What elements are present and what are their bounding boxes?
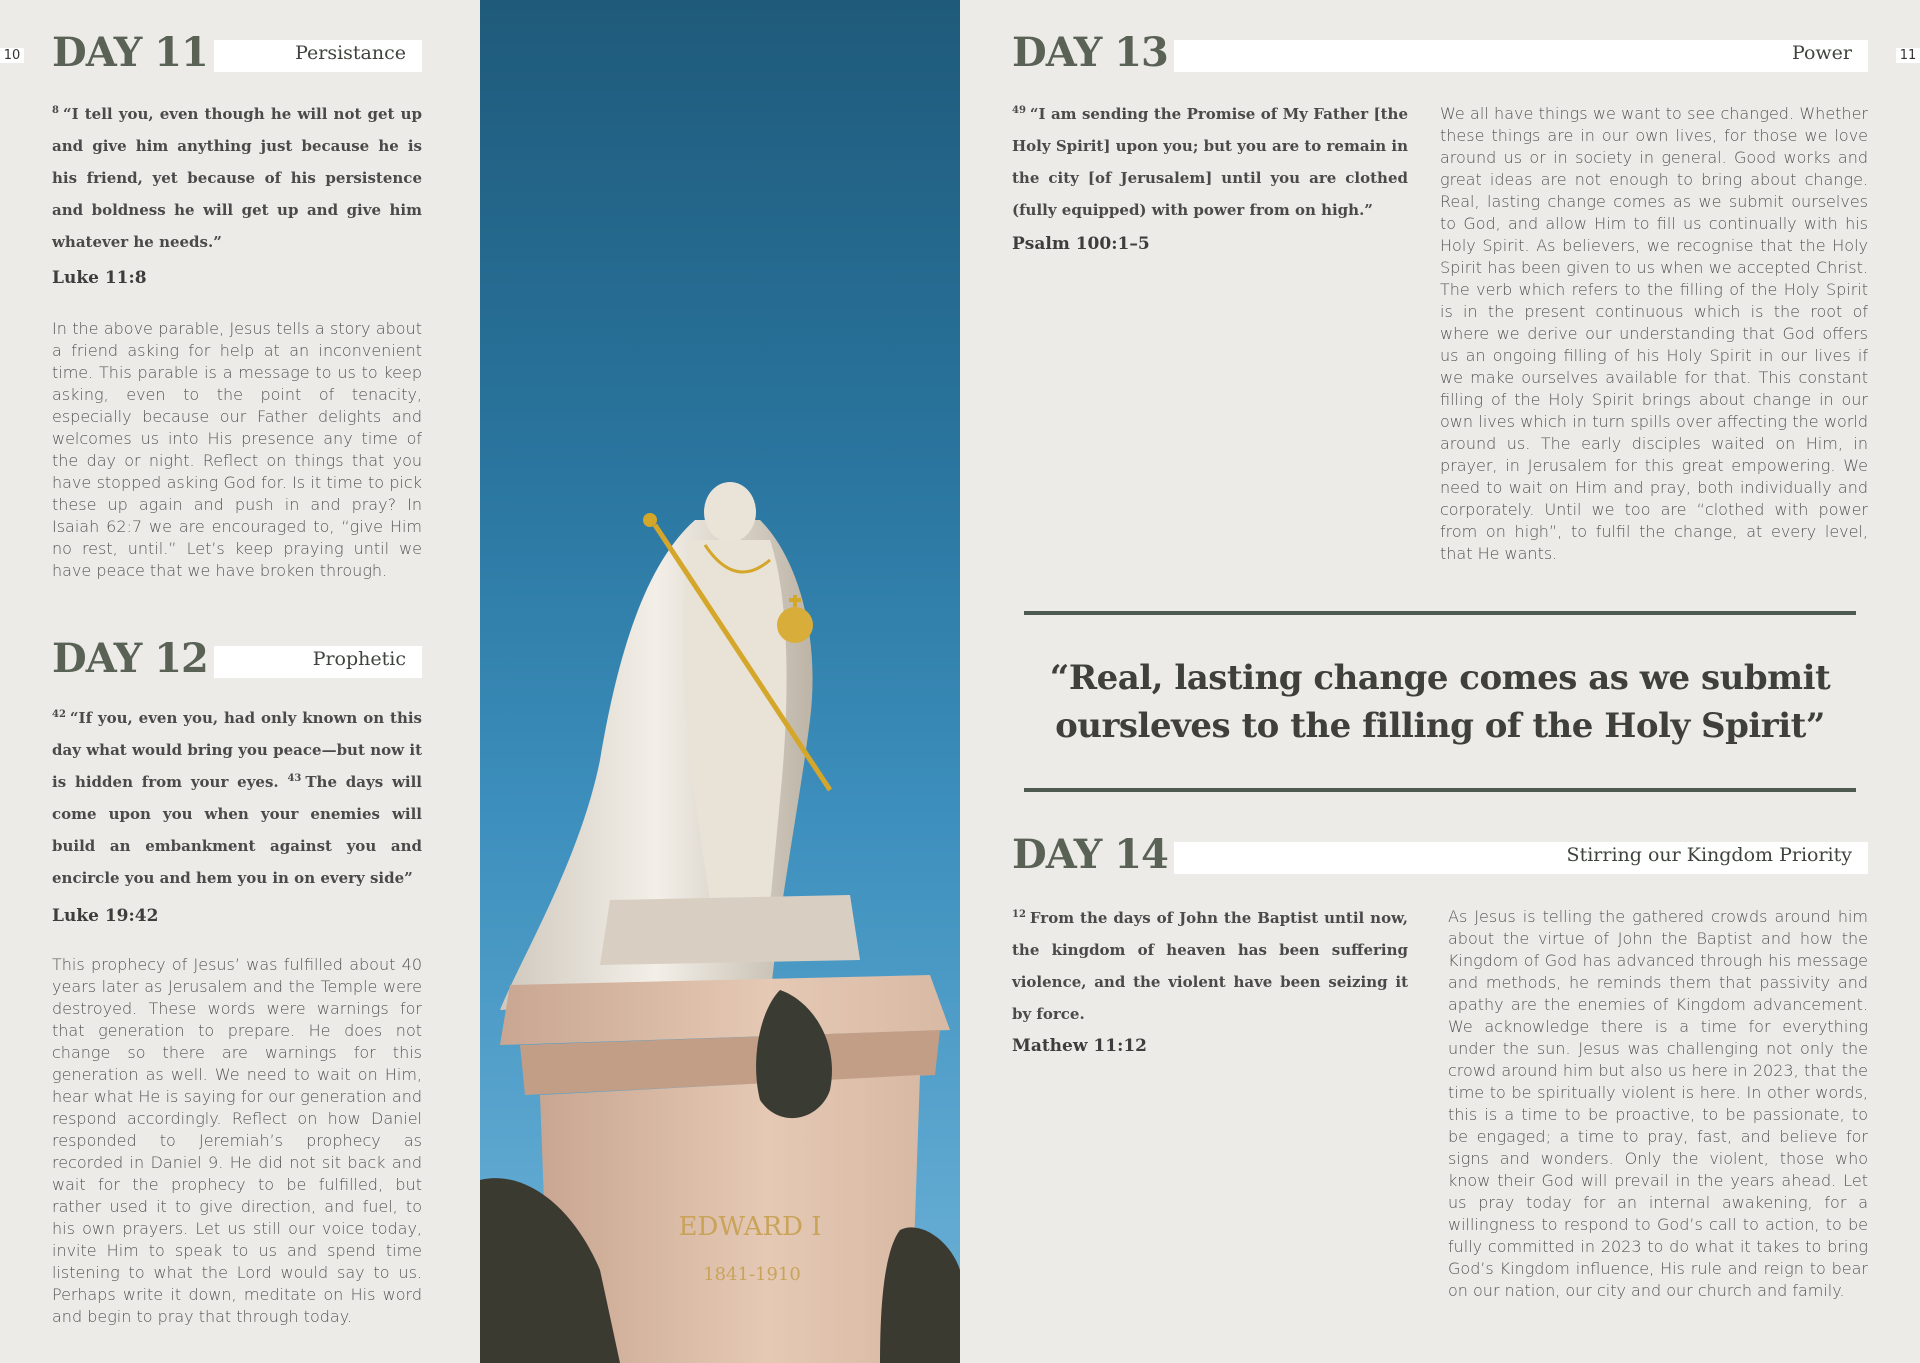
day14-header	[1012, 831, 1868, 878]
day12-theme: Prophetic	[312, 648, 406, 670]
verse-number: 49	[1012, 105, 1026, 116]
statue-illustration	[480, 0, 960, 1363]
day12-title: DAY 12	[52, 639, 214, 679]
scripture-text: “I am sending the Promise of My Father [the Holy Spirit] upon you; but you are to remain in the city [of Jerusalem] until you are clothed (fully equipped) with power from on high.”	[1012, 105, 1408, 219]
day14-title: DAY 14	[1012, 835, 1174, 875]
day14-reference: Mathew 11:12	[1012, 1036, 1148, 1056]
scripture-text: “If you, even you, had only known on this day what would bring you peace—but now it is hidden from your eyes.	[52, 709, 422, 791]
page-number-left: 10	[0, 48, 24, 63]
day13-theme: Power	[1791, 42, 1852, 64]
day11-reference: Luke 11:8	[52, 268, 147, 288]
day12-reference: Luke 19:42	[52, 906, 159, 926]
scripture-text: From the days of John the Baptist until now, the kingdom of heaven has been suffering violence, and the violent have been seizing it by force.	[1012, 909, 1408, 1023]
verse-number: 12	[1012, 909, 1026, 920]
day11-theme: Persistance	[295, 42, 406, 64]
day12-header	[52, 635, 422, 682]
day11-title: DAY 11	[52, 33, 214, 73]
pedestal-dates: 1841-1910	[703, 1264, 801, 1285]
pedestal-inscription: EDWARD I	[678, 1212, 822, 1242]
day13-header	[1012, 29, 1868, 76]
day12-body: This prophecy of Jesus’ was fulfilled about 40 years later as Jerusalem and the Temple were destroyed. These words were warnings for that generation to prepare. He does not change so there are warnings for this generation as well. We need to wait on Him, hear what He is saying for our generation and respond accordingly. Reflect on how Daniel responded to Jeremiah’s prophecy as recorded in Daniel 9. He did not sit back and wait for the prophecy to be fulfilled, but rather used it to give direction, and fuel, to his own prayers. Let us still our voice today, invite Him to speak to us and spend time listening to what the Lord would say to us. Perhaps write it down, meditate on His word and begin to pray that through today.	[52, 955, 422, 1326]
verse-number: 43	[287, 773, 302, 784]
day14-scripture	[1012, 902, 1408, 1030]
pull-quote: “Real, lasting change comes as we submit oursleves to the filling of the Holy Spirit”	[1049, 658, 1831, 746]
day13-scripture	[1012, 98, 1408, 226]
scripture-text: The days will come upon you when your enemies will build an embankment against you and encircle you and hem you in on every side”	[52, 773, 422, 887]
day11-scripture	[52, 98, 422, 258]
day13-reference: Psalm 100:1–5	[1012, 234, 1150, 254]
statue-photo	[480, 0, 960, 1363]
verse-number: 42	[52, 709, 66, 720]
scripture-text: “I tell you, even though he will not get up and give him anything just because he is his friend, yet because of his persistence and boldness he will get up and give him whatever he needs.”	[52, 105, 422, 251]
day11-header	[52, 29, 422, 76]
quote-rule-bottom	[1024, 788, 1856, 792]
day13-body: We all have things we want to see changed. Whether these things are in our own lives, for those we love around us or in society in general. Good works and great ideas are not enough to bring about change. Real, lasting change comes as we submit ourselves to God, and allow Him to fill us continually with his Holy Spirit. As believers, we recognise that the Holy Spirit has been given to us when we accepted Christ. The verb which refers to the filling of the Holy Spirit is in the present continuous which is the root of where we derive our understanding that God offers us an ongoing filling of his Holy Spirit in our lives if we make ourselves available for that. This constant filling of the Holy Spirit brings about change in our own lives which in turn spills over affecting the world around us. The early disciples waited on Him, in prayer, in Jerusalem for this great empowering. We need to wait on Him and pray, both individually and corporately. Until we too are “clothed with power from on high”, to fulfil the change, at every level, that He wants.	[1440, 104, 1868, 563]
day14-body: As Jesus is telling the gathered crowds around him about the virtue of John the Baptist and how the Kingdom of God has advanced through his message and methods, he reminds them that passivity and apathy are the enemies of Kingdom advancement. We acknowledge there is a time for everything under the sun. Jesus was challenging not only the crowd around him but also us here in 2023, that the time to be spiritually violent is here. In other words, this is a time to be proactive, to be passionate, to be engaged; a time to pray, fast, and believe for signs and wonders. Only the violent, those who know their God will prevail in the years ahead. Let us pray today for an internal awakening, for a willingness to respond to God’s call to action, to be fully committed in 2023 to do what it takes to bring God’s Kingdom influence, His rule and reign to bear on our nation, our city and our church and family.	[1448, 907, 1868, 1300]
page-number-right: 11	[1896, 48, 1920, 63]
verse-number: 8	[52, 105, 59, 116]
day14-theme: Stirring our Kingdom Priority	[1566, 844, 1852, 866]
day13-title: DAY 13	[1012, 33, 1174, 73]
quote-rule-top	[1024, 611, 1856, 615]
day11-body: In the above parable, Jesus tells a story about a friend asking for help at an inconvenient time. This parable is a message to us to keep asking, even to the point of tenacity, especially because our Father delights and welcomes us into His presence any time of the day or night. Reflect on things that you have stopped asking God for. Is it time to pick these up again and push in and pray? In Isaiah 62:7 we are encouraged to, “give Him no rest, until.” Let’s keep praying until we have peace that we have broken through.	[52, 319, 422, 580]
day12-scripture	[52, 702, 422, 894]
